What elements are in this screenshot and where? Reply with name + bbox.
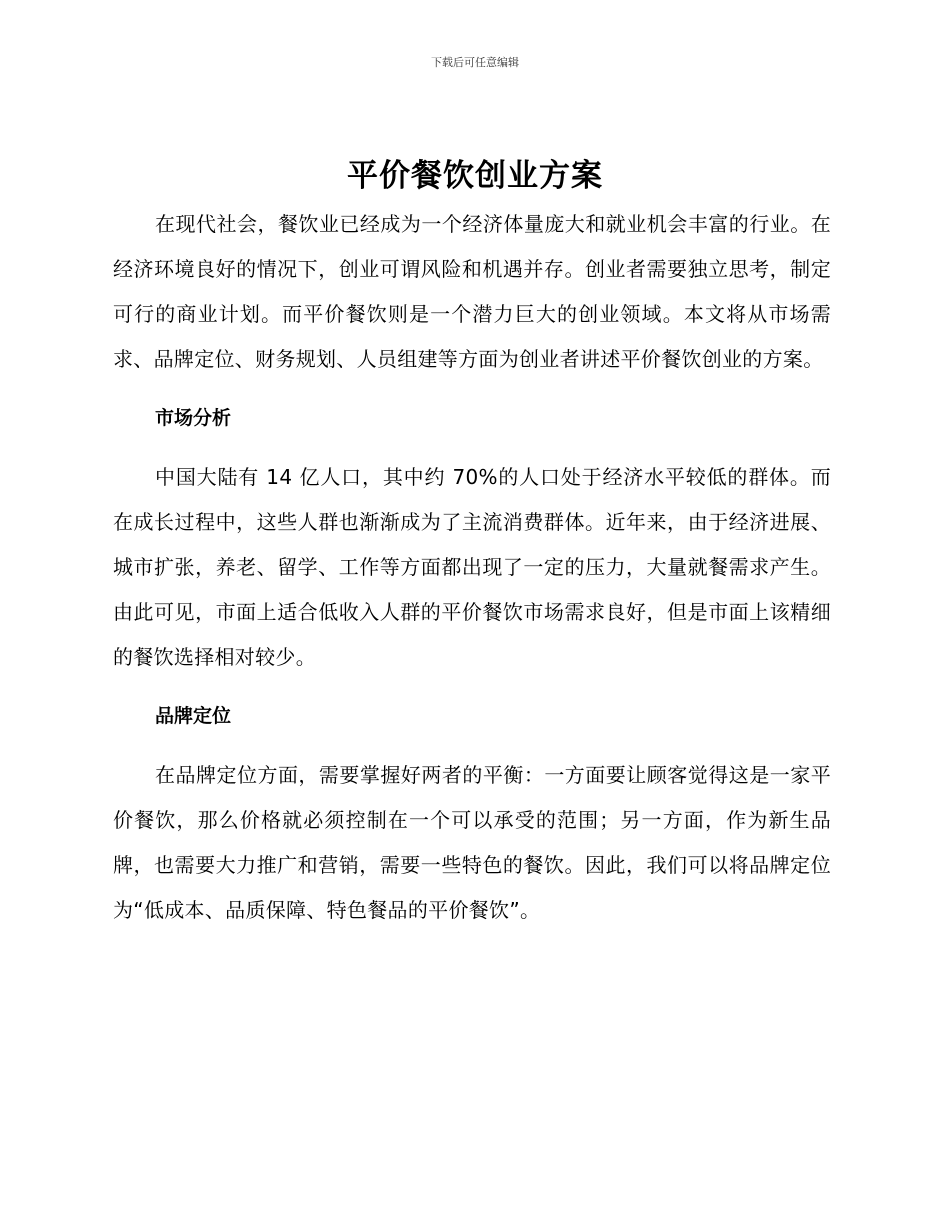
document-title: 平价餐饮创业方案 (347, 158, 603, 194)
document-body (113, 202, 831, 933)
section-heading-brand-positioning: 品牌定位 (155, 705, 232, 727)
market-analysis-paragraph: 中国大陆有 14 亿人口，其中约 70%的人口处于经济水平较低的群体。而在成长过程中，这些人群也渐渐成为了主流消费群体。近年来，由于经济进展、城市扩张，养老、留学、工作等方面都出现了一定的压力，大量就餐需求产生。由此可见，市面上适合低收入人群的平价餐饮市场需求良好，但是市面上该精细的餐饮选择相对较少。 (113, 465, 831, 669)
section-heading-market-analysis: 市场分析 (155, 407, 232, 429)
page-header-note: 下载后可任意编辑 (431, 56, 519, 69)
intro-paragraph: 在现代社会，餐饮业已经成为一个经济体量庞大和就业机会丰富的行业。在经济环境良好的情况下，创业可谓风险和机遇并存。创业者需要独立思考，制定可行的商业计划。而平价餐饮则是一个潜力巨大的创业领域。本文将从市场需求、品牌定位、财务规划、人员组建等方面为创业者讲述平价餐饮创业的方案。 (113, 212, 831, 371)
brand-positioning-paragraph: 在品牌定位方面，需要掌握好两者的平衡：一方面要让顾客觉得这是一家平价餐饮，那么价格就必须控制在一个可以承受的范围；另一方面，作为新生品牌，也需要大力推广和营销，需要一些特色的餐饮。因此，我们可以将品牌定位为“低成本、品质保障、特色餐品的平价餐饮”。 (113, 763, 831, 922)
